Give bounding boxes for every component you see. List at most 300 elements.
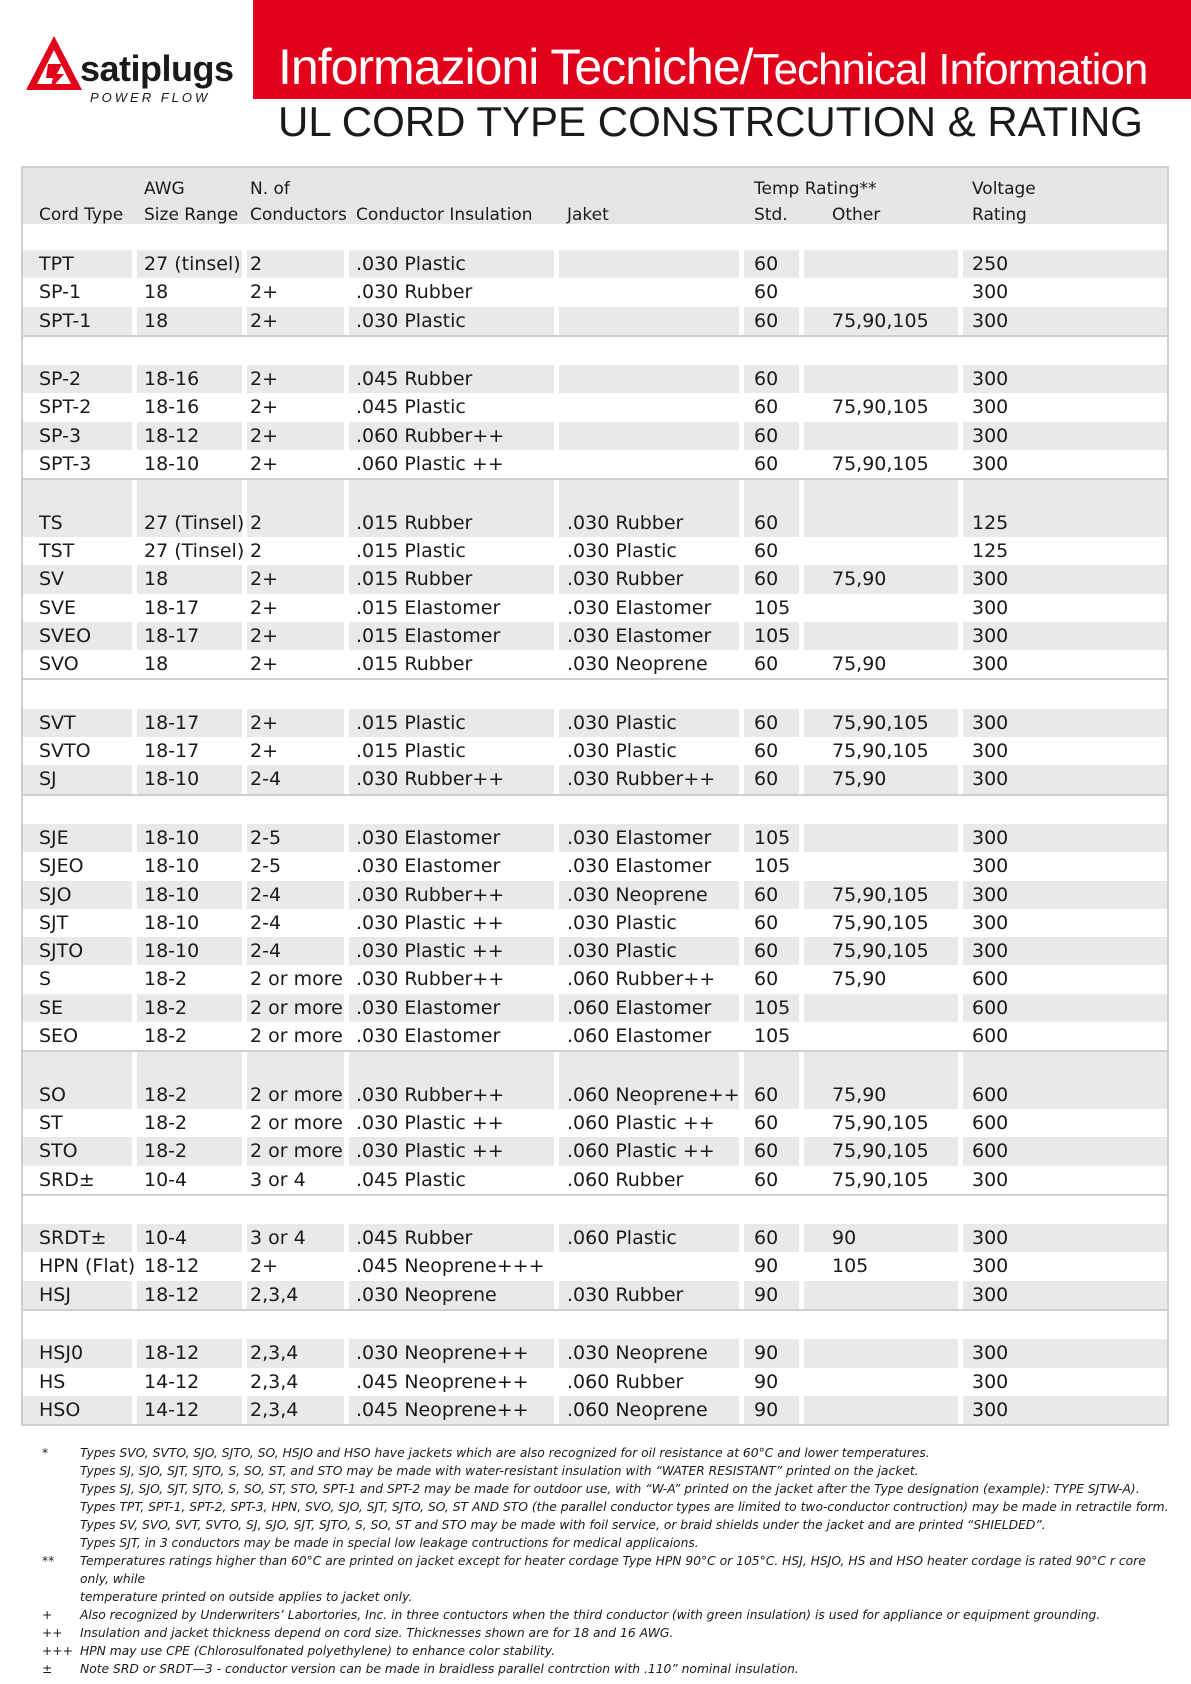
table-row — [23, 1396, 1167, 1424]
cell-insulation: .030 Elastomer — [356, 855, 501, 878]
header-conductors: Conductors — [250, 205, 347, 225]
cell-temp-std: 60 — [754, 1111, 779, 1134]
footnote-line: Temperatures ratings higher than 60°C are printed on jacket except for heater cordage Type HPN 90°C or 105°C. HSJ, HSJO, HS and HSO heater cordage is rated 90°C r core only, while — [80, 1554, 1146, 1586]
cell-temp-std: 60 — [754, 253, 779, 275]
cell-cord-type: SV — [39, 568, 65, 591]
table-row — [23, 937, 1167, 965]
cell-insulation: .015 Plastic — [356, 740, 466, 763]
header-n-of: N. of — [250, 179, 290, 199]
cell-conductors: 2,3,4 — [250, 1342, 299, 1365]
cell-awg-size: 18-10 — [144, 883, 200, 906]
cell-jacket: .060 Plastic ++ — [567, 1111, 715, 1134]
cell-jacket: .060 Rubber — [567, 1370, 684, 1393]
cell-awg-size: 18 — [144, 653, 169, 676]
table-row — [23, 1252, 1167, 1280]
cell-jacket: .030 Rubber — [567, 1283, 684, 1306]
cell-voltage: 125 — [972, 511, 1009, 534]
table-row — [23, 824, 1167, 852]
cell-voltage: 125 — [972, 539, 1009, 562]
cell-temp-std: 105 — [754, 624, 791, 647]
group-separator — [23, 794, 1167, 824]
cell-temp-std: 60 — [754, 309, 779, 332]
cell-voltage: 300 — [972, 1283, 1009, 1306]
cell-insulation: .015 Elastomer — [356, 624, 501, 647]
cell-conductors: 2+ — [250, 281, 279, 304]
cell-conductors: 2+ — [250, 309, 279, 332]
cell-conductors: 2+ — [250, 396, 279, 419]
cell-insulation: .045 Rubber — [356, 1227, 473, 1250]
title-english: Technical Information — [752, 45, 1148, 94]
cell-voltage: 300 — [972, 281, 1009, 304]
cell-voltage: 300 — [972, 309, 1009, 332]
cell-conductors: 2 or more — [250, 968, 343, 991]
cell-voltage: 250 — [972, 253, 1009, 275]
table-row — [23, 994, 1167, 1022]
cell-conductors: 2 — [250, 539, 263, 562]
satiplugs-logo — [24, 34, 244, 106]
cell-insulation: .030 Elastomer — [356, 1025, 501, 1048]
header-awg: AWG — [144, 179, 185, 199]
cell-conductors: 2-5 — [250, 826, 282, 849]
cell-conductors: 2-4 — [250, 883, 282, 906]
table-row — [23, 765, 1167, 793]
cell-jacket: .030 Neoprene — [567, 883, 708, 906]
cell-conductors: 2+ — [250, 453, 279, 476]
cell-insulation: .030 Neoprene++ — [356, 1342, 529, 1365]
footnote-symbol: + — [42, 1608, 53, 1622]
cell-jacket: .030 Rubber — [567, 511, 684, 534]
cell-temp-std: 60 — [754, 424, 779, 447]
cell-conductors: 2+ — [250, 568, 279, 591]
cell-insulation: .015 Elastomer — [356, 596, 501, 619]
table-row — [23, 1368, 1167, 1396]
cell-awg-size: 18-12 — [144, 1255, 200, 1278]
cell-cord-type: HS — [39, 1370, 66, 1393]
table-row — [23, 365, 1167, 393]
cell-cord-type: TS — [39, 511, 63, 534]
cell-voltage: 300 — [972, 1370, 1009, 1393]
cell-temp-std: 60 — [754, 368, 779, 391]
cell-awg-size: 18-2 — [144, 1083, 188, 1106]
footnote-symbol: ± — [42, 1662, 53, 1676]
table-row — [23, 278, 1167, 306]
cell-cord-type: SO — [39, 1083, 67, 1106]
cell-cord-type: TPT — [39, 253, 74, 275]
cell-awg-size: 14-12 — [144, 1370, 200, 1393]
cell-awg-size: 18-17 — [144, 624, 200, 647]
cell-voltage: 600 — [972, 1025, 1009, 1048]
table-row — [23, 1339, 1167, 1367]
page-title — [278, 38, 1147, 96]
table-row — [23, 650, 1167, 678]
table-row — [23, 393, 1167, 421]
cell-conductors: 2,3,4 — [250, 1283, 299, 1306]
cell-temp-std: 90 — [754, 1398, 779, 1421]
cell-temp-other: 75,90,105 — [832, 396, 929, 419]
cell-conductors: 2+ — [250, 653, 279, 676]
cell-voltage: 600 — [972, 1140, 1009, 1163]
cell-awg-size: 18-10 — [144, 855, 200, 878]
cell-jacket: .060 Plastic ++ — [567, 1140, 715, 1163]
cell-temp-std: 105 — [754, 1025, 791, 1048]
footnote-symbol: ** — [42, 1554, 55, 1568]
cell-temp-other: 75,90,105 — [832, 883, 929, 906]
cell-temp-other: 105 — [832, 1255, 869, 1278]
cell-temp-std: 60 — [754, 511, 779, 534]
group-separator — [23, 1194, 1167, 1224]
cell-jacket: .060 Elastomer — [567, 996, 712, 1019]
cell-awg-size: 18-12 — [144, 424, 200, 447]
cell-insulation: .015 Rubber — [356, 511, 473, 534]
table-row — [23, 1281, 1167, 1309]
cord-type-table — [21, 166, 1169, 1426]
cell-cord-type: SVE — [39, 596, 77, 619]
cell-awg-size: 18-2 — [144, 996, 188, 1019]
cell-awg-size: 18-10 — [144, 940, 200, 963]
table-row — [23, 1081, 1167, 1109]
cell-voltage: 300 — [972, 453, 1009, 476]
cell-jacket: .060 Plastic — [567, 1227, 677, 1250]
cell-cord-type: SPT-3 — [39, 453, 92, 476]
cell-insulation: .030 Rubber++ — [356, 883, 505, 906]
footnote — [42, 1660, 1172, 1678]
footnote — [42, 1606, 1172, 1624]
cell-voltage: 300 — [972, 1398, 1009, 1421]
cell-awg-size: 27 (tinsel) — [144, 253, 241, 275]
cell-conductors: 2 or more — [250, 996, 343, 1019]
cell-jacket: .060 Neoprene++ — [567, 1083, 740, 1106]
cell-voltage: 300 — [972, 368, 1009, 391]
cell-cord-type: STO — [39, 1140, 78, 1163]
cell-jacket: .060 Rubber++ — [567, 968, 716, 991]
table-row — [23, 509, 1167, 537]
cell-insulation: .015 Rubber — [356, 653, 473, 676]
cell-insulation: .045 Neoprene+++ — [356, 1255, 545, 1278]
table-header — [23, 168, 1167, 224]
cell-awg-size: 18-2 — [144, 1025, 188, 1048]
cell-jacket: .030 Plastic — [567, 740, 677, 763]
cell-conductors: 2 — [250, 253, 263, 275]
footnote-line: Types TPT, SPT-1, SPT-2, SPT-3, HPN, SVO, SJO, SJT, SJTO, SO, ST AND STO (the parallel conductor types are limited to two-conductor contruction) may be made in retractile form. — [80, 1500, 1169, 1514]
cell-temp-other: 75,90,105 — [832, 1168, 929, 1191]
group-separator — [23, 335, 1167, 365]
cell-cord-type: SEO — [39, 1025, 79, 1048]
cell-temp-other: 75,90 — [832, 568, 887, 591]
footnote-symbol: * — [42, 1446, 49, 1460]
header-cord-type: Cord Type — [39, 205, 124, 225]
footnote-line: Types SJ, SJO, SJT, SJTO, S, SO, ST, STO, SPT-1 and SPT-2 may be made for outdoor use, with “W-A” printed on the jacket after the Type designation (example): TYPE SJTW-A). — [80, 1482, 1140, 1496]
cell-jacket: .030 Plastic — [567, 711, 677, 734]
cell-temp-std: 60 — [754, 768, 779, 791]
cell-conductors: 2-4 — [250, 940, 282, 963]
cell-conductors: 2+ — [250, 1255, 279, 1278]
header-temp-std: Std. — [754, 205, 788, 225]
cell-cord-type: S — [39, 968, 52, 991]
cell-insulation: .030 Elastomer — [356, 826, 501, 849]
footnote-line: HPN may use CPE (Chlorosulfonated polyethylene) to enhance color stability. — [80, 1644, 555, 1658]
cell-insulation: .030 Plastic — [356, 309, 466, 332]
cell-temp-other: 75,90,105 — [832, 711, 929, 734]
cell-cord-type: SE — [39, 996, 64, 1019]
group-separator — [23, 478, 1167, 508]
cell-jacket: .060 Neoprene — [567, 1398, 708, 1421]
cell-conductors: 2+ — [250, 740, 279, 763]
table-row — [23, 881, 1167, 909]
cell-cord-type: SRD± — [39, 1168, 95, 1191]
cell-awg-size: 18-16 — [144, 396, 200, 419]
table-row — [23, 737, 1167, 765]
cell-temp-std: 105 — [754, 596, 791, 619]
cell-temp-other: 75,90,105 — [832, 911, 929, 934]
cell-insulation: .030 Plastic ++ — [356, 1111, 504, 1134]
group-separator — [23, 224, 1167, 250]
footnote-line: Types SVO, SVTO, SJO, SJTO, SO, HSJO and HSO have jackets which are also recognized for oil resistance at 60°C and lower temperatures. — [80, 1446, 930, 1460]
table-row — [23, 1022, 1167, 1050]
table-body — [23, 224, 1167, 1424]
cell-voltage: 300 — [972, 768, 1009, 791]
cell-cord-type: SP-2 — [39, 368, 82, 391]
cell-temp-std: 60 — [754, 453, 779, 476]
cell-voltage: 600 — [972, 996, 1009, 1019]
cell-awg-size: 18 — [144, 309, 169, 332]
cell-voltage: 300 — [972, 855, 1009, 878]
table-row — [23, 1224, 1167, 1252]
cell-temp-other: 75,90,105 — [832, 1111, 929, 1134]
cell-temp-other: 75,90,105 — [832, 453, 929, 476]
cell-insulation: .030 Neoprene — [356, 1283, 497, 1306]
cell-voltage: 300 — [972, 1227, 1009, 1250]
cell-insulation: .045 Neoprene++ — [356, 1398, 529, 1421]
cell-cord-type: SPT-1 — [39, 309, 92, 332]
cell-conductors: 2+ — [250, 368, 279, 391]
cell-cord-type: SJT — [39, 911, 69, 934]
brand-name: satiplugs — [80, 48, 234, 89]
cell-voltage: 600 — [972, 1111, 1009, 1134]
cell-voltage: 300 — [972, 596, 1009, 619]
cell-jacket: .030 Elastomer — [567, 826, 712, 849]
cell-awg-size: 18 — [144, 568, 169, 591]
table-row — [23, 1137, 1167, 1165]
cell-voltage: 300 — [972, 711, 1009, 734]
cell-jacket: .030 Elastomer — [567, 624, 712, 647]
cell-temp-other: 75,90 — [832, 1083, 887, 1106]
cell-cord-type: HSJ — [39, 1283, 71, 1306]
cell-awg-size: 18-10 — [144, 911, 200, 934]
cell-temp-other: 75,90,105 — [832, 1140, 929, 1163]
cell-insulation: .030 Rubber++ — [356, 768, 505, 791]
cell-cord-type: ST — [39, 1111, 63, 1134]
brand-tagline: POWER FLOW — [90, 90, 211, 105]
cell-conductors: 3 or 4 — [250, 1227, 306, 1250]
cell-cord-type: SVEO — [39, 624, 92, 647]
cell-awg-size: 18-16 — [144, 368, 200, 391]
cell-temp-std: 60 — [754, 940, 779, 963]
footnote — [42, 1552, 1172, 1606]
cell-insulation: .030 Elastomer — [356, 996, 501, 1019]
title-italian: Informazioni Tecniche/ — [278, 39, 753, 95]
cell-temp-std: 105 — [754, 855, 791, 878]
table-row — [23, 594, 1167, 622]
cell-awg-size: 18-17 — [144, 740, 200, 763]
cell-cord-type: SPT-2 — [39, 396, 92, 419]
cell-cord-type: SJE — [39, 826, 69, 849]
table-row — [23, 852, 1167, 880]
cell-jacket: .030 Plastic — [567, 940, 677, 963]
cell-conductors: 2-5 — [250, 855, 282, 878]
table-row — [23, 422, 1167, 450]
table-row — [23, 1109, 1167, 1137]
cell-voltage: 300 — [972, 826, 1009, 849]
cell-awg-size: 18-10 — [144, 826, 200, 849]
cell-cord-type: SRDT± — [39, 1227, 107, 1250]
footnote-line: Types SJT, in 3 conductors may be made in special low leakage contructions for medical applicaions. — [80, 1536, 699, 1550]
cell-temp-std: 60 — [754, 968, 779, 991]
cell-temp-std: 90 — [754, 1370, 779, 1393]
cell-temp-std: 90 — [754, 1255, 779, 1278]
cell-temp-other: 75,90 — [832, 653, 887, 676]
cell-conductors: 2 or more — [250, 1140, 343, 1163]
footnote-symbol: ++ — [42, 1626, 63, 1640]
cell-cord-type: SJ — [39, 768, 57, 791]
cell-temp-std: 60 — [754, 539, 779, 562]
header-voltage-rating: Rating — [972, 205, 1027, 225]
footnote-line: temperature printed on outside applies to jacket only. — [80, 1590, 413, 1604]
table-row — [23, 622, 1167, 650]
cell-voltage: 300 — [972, 396, 1009, 419]
cell-insulation: .015 Rubber — [356, 568, 473, 591]
cell-conductors: 2 or more — [250, 1025, 343, 1048]
cell-awg-size: 18-10 — [144, 768, 200, 791]
cell-cord-type: SP-1 — [39, 281, 82, 304]
cell-voltage: 300 — [972, 940, 1009, 963]
header-voltage: Voltage — [972, 179, 1036, 199]
cell-voltage: 600 — [972, 1083, 1009, 1106]
cell-temp-std: 60 — [754, 740, 779, 763]
logo-triangle-icon — [24, 34, 84, 94]
cell-voltage: 300 — [972, 1168, 1009, 1191]
cell-jacket: .030 Rubber++ — [567, 768, 716, 791]
cell-insulation: .045 Rubber — [356, 368, 473, 391]
cell-insulation: .060 Rubber++ — [356, 424, 505, 447]
table-row — [23, 909, 1167, 937]
cell-conductors: 2 — [250, 511, 263, 534]
table-row — [23, 565, 1167, 593]
cell-awg-size: 18-12 — [144, 1342, 200, 1365]
cell-insulation: .030 Plastic ++ — [356, 911, 504, 934]
cell-conductors: 2-4 — [250, 768, 282, 791]
cell-awg-size: 18-17 — [144, 711, 200, 734]
cell-temp-other: 75,90 — [832, 968, 887, 991]
cell-jacket: .030 Neoprene — [567, 653, 708, 676]
cell-insulation: .045 Plastic — [356, 1168, 466, 1191]
cell-temp-std: 60 — [754, 1083, 779, 1106]
cell-voltage: 300 — [972, 653, 1009, 676]
cell-awg-size: 18-2 — [144, 1140, 188, 1163]
cell-temp-std: 60 — [754, 281, 779, 304]
cell-awg-size: 27 (Tinsel) — [144, 539, 245, 562]
cell-cord-type: SJTO — [39, 940, 84, 963]
cell-temp-std: 60 — [754, 911, 779, 934]
header-conductor-insulation: Conductor Insulation — [356, 205, 533, 225]
cell-conductors: 3 or 4 — [250, 1168, 306, 1191]
cell-temp-other: 75,90,105 — [832, 309, 929, 332]
cell-cord-type: SJEO — [39, 855, 84, 878]
cell-conductors: 2 or more — [250, 1083, 343, 1106]
cell-temp-std: 105 — [754, 826, 791, 849]
cell-temp-other: 75,90 — [832, 768, 887, 791]
cell-temp-std: 90 — [754, 1342, 779, 1365]
footnote-line: Types SJ, SJO, SJT, SJTO, S, SO, ST, and STO may be made with water-resistant insulation with “WATER RESISTANT” printed on the jacket. — [80, 1464, 919, 1478]
cell-jacket: .030 Plastic — [567, 911, 677, 934]
cell-jacket: .030 Plastic — [567, 539, 677, 562]
footnote-line: Also recognized by Underwriters’ Labortories, Inc. in three contuctors when the third conductor (with green insulation) is used for appliance or equipment grounding. — [80, 1608, 1101, 1622]
cell-cord-type: SVT — [39, 711, 76, 734]
footnote-line: Note SRD or SRDT—3 - conductor version can be made in braidless parallel contrction with .110” nominal insulation. — [80, 1662, 799, 1676]
footnote-line: Types SV, SVO, SVT, SVTO, SJ, SJO, SJT, SJTO, S, SO, ST and STO may be made with foil service, or braid shields under the jacket and are printed “SHIELDED”. — [80, 1518, 1046, 1532]
cell-insulation: .045 Neoprene++ — [356, 1370, 529, 1393]
cell-insulation: .030 Rubber — [356, 281, 473, 304]
cell-temp-other: 90 — [832, 1227, 857, 1250]
page-subtitle: UL CORD TYPE CONSTRCUTION & RATING — [278, 98, 1143, 145]
cell-awg-size: 18-2 — [144, 968, 188, 991]
cell-jacket: .030 Neoprene — [567, 1342, 708, 1365]
cell-awg-size: 27 (Tinsel) — [144, 511, 245, 534]
table-row — [23, 537, 1167, 565]
header-temp-rating: Temp Rating** — [754, 179, 877, 199]
footnote-symbol: +++ — [42, 1644, 73, 1658]
cell-temp-std: 60 — [754, 1227, 779, 1250]
footnote — [42, 1624, 1172, 1642]
cell-insulation: .045 Plastic — [356, 396, 466, 419]
cell-conductors: 2-4 — [250, 911, 282, 934]
table-row — [23, 450, 1167, 478]
cell-jacket: .030 Elastomer — [567, 855, 712, 878]
cell-insulation: .030 Plastic ++ — [356, 1140, 504, 1163]
cell-voltage: 600 — [972, 968, 1009, 991]
cell-insulation: .030 Plastic — [356, 253, 466, 275]
cell-insulation: .015 Plastic — [356, 711, 466, 734]
cell-conductors: 2,3,4 — [250, 1370, 299, 1393]
cell-conductors: 2 or more — [250, 1111, 343, 1134]
cell-awg-size: 18-17 — [144, 596, 200, 619]
group-separator — [23, 678, 1167, 708]
cell-awg-size: 18-12 — [144, 1283, 200, 1306]
cell-conductors: 2,3,4 — [250, 1398, 299, 1421]
cell-insulation: .015 Plastic — [356, 539, 466, 562]
table-row — [23, 307, 1167, 335]
footnote — [42, 1642, 1172, 1660]
cell-cord-type: TST — [39, 539, 75, 562]
cell-awg-size: 10-4 — [144, 1168, 188, 1191]
cell-cord-type: SVO — [39, 653, 79, 676]
cell-conductors: 2+ — [250, 624, 279, 647]
cell-jacket: .030 Rubber — [567, 568, 684, 591]
cell-temp-std: 60 — [754, 653, 779, 676]
cell-voltage: 300 — [972, 911, 1009, 934]
cell-cord-type: SJO — [39, 883, 72, 906]
cell-insulation: .030 Rubber++ — [356, 1083, 505, 1106]
cell-awg-size: 10-4 — [144, 1227, 188, 1250]
cell-insulation: .030 Plastic ++ — [356, 940, 504, 963]
cell-jacket: .030 Elastomer — [567, 596, 712, 619]
group-separator — [23, 1050, 1167, 1080]
group-separator — [23, 1309, 1167, 1339]
table-row — [23, 1166, 1167, 1194]
cell-cord-type: SP-3 — [39, 424, 82, 447]
cell-voltage: 300 — [972, 1255, 1009, 1278]
table-row — [23, 709, 1167, 737]
table-row — [23, 965, 1167, 993]
